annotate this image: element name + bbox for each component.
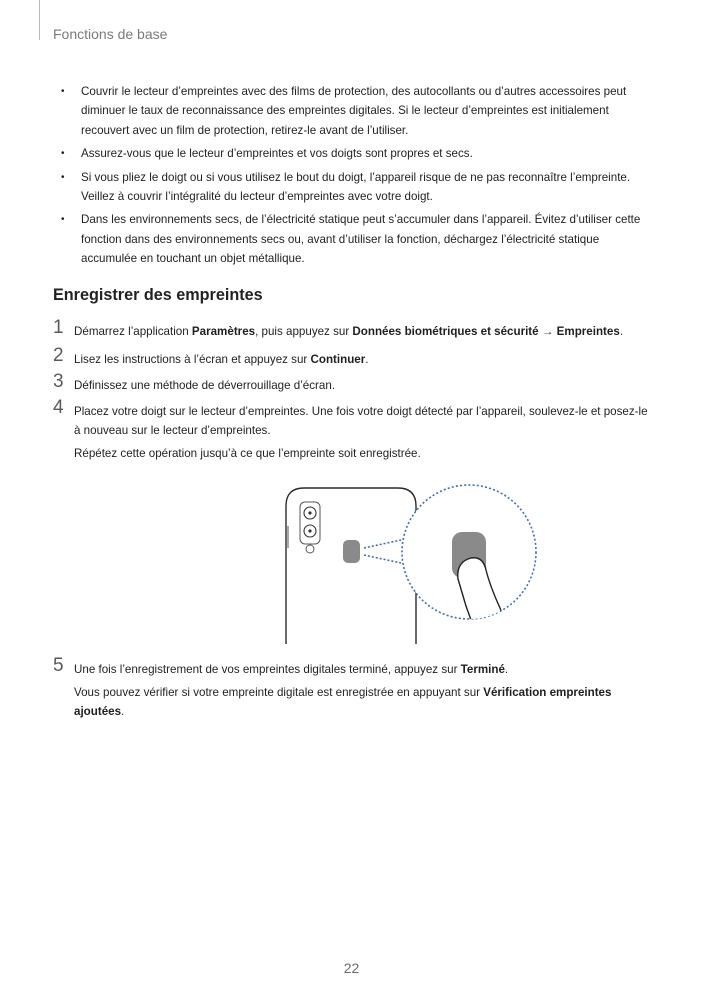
step-text: Une fois l’enregistrement de vos empreintes digitales terminé, appuyez sur Terminé. xyxy=(74,663,509,676)
step-number: 5 xyxy=(53,655,64,676)
step-text: Placez votre doigt sur le lecteur d’empreintes. Une fois votre doigt détecté par l’appareil, soulevez-le et posez-le à nouveau sur le lecteur d’empreintes. xyxy=(74,405,648,437)
caution-item xyxy=(61,168,651,207)
caution-item xyxy=(61,144,651,163)
caution-list xyxy=(61,82,651,273)
caution-item xyxy=(61,82,651,140)
caution-text: Si vous pliez le doigt ou si vous utilisez le bout du doigt, l’appareil risque de ne pas reconnaître l’empreinte. Veillez à couvrir l’intégralité du lecteur d’empreintes avec votre doigt. xyxy=(81,170,631,204)
bullet-icon: • xyxy=(61,171,65,183)
flash-icon xyxy=(306,545,314,553)
step-1 xyxy=(53,317,653,341)
step-number: 3 xyxy=(53,371,64,392)
step-subtext: Répétez cette opération jusqu’à ce que l’empreinte soit enregistrée. xyxy=(74,447,421,460)
step-text: Lisez les instructions à l’écran et appuyez sur Continuer. xyxy=(74,353,369,366)
caution-item xyxy=(61,210,651,268)
caution-text: Couvrir le lecteur d’empreintes avec des films de protection, des autocollants ou d’autres accessoires peut diminuer le taux de reconnaissance des empreintes digitales. Si le lecteur d’empreintes est initialement recouvert avec un film de protection, retirez-le avant de l’utiliser. xyxy=(81,85,627,137)
step-text: Démarrez l’application Paramètres, puis appuyez sur Données biométriques et sécurité → Empreintes. xyxy=(74,325,624,338)
step-subtext: Vous pouvez vérifier si votre empreinte digitale est enregistrée en appuyant sur Vérification empreintes ajoutées. xyxy=(74,686,612,718)
zoom-connector xyxy=(364,540,401,563)
step-3 xyxy=(53,371,653,395)
caution-text: Assurez-vous que le lecteur d’empreintes et vos doigts sont propres et secs. xyxy=(81,147,473,161)
step-number: 1 xyxy=(53,317,64,338)
page-number: 22 xyxy=(343,960,360,976)
caution-text: Dans les environnements secs, de l’électricité statique peut s’accumuler dans l’appareil. Évitez d’utiliser cette fonction dans des environnements secs ou, avant d’utiliser la fonction, déchargez l’électricité statique accumulée en touchant un objet métallique. xyxy=(81,213,641,266)
section-title: Enregistrer des empreintes xyxy=(53,286,263,304)
step-text: Définissez une méthode de déverrouillage d’écran. xyxy=(74,379,336,392)
step-2 xyxy=(53,345,653,369)
step-4 xyxy=(53,397,653,463)
fingerprint-sensor xyxy=(343,540,360,563)
bullet-icon: • xyxy=(61,148,65,160)
page-header-title: Fonctions de base xyxy=(53,26,168,42)
step-number: 2 xyxy=(53,345,64,366)
step-5 xyxy=(53,655,653,721)
bullet-icon: • xyxy=(61,86,65,97)
step-number: 4 xyxy=(53,397,64,418)
header-divider xyxy=(39,0,40,40)
fingerprint-illustration xyxy=(280,478,540,646)
bullet-icon: • xyxy=(61,214,65,226)
